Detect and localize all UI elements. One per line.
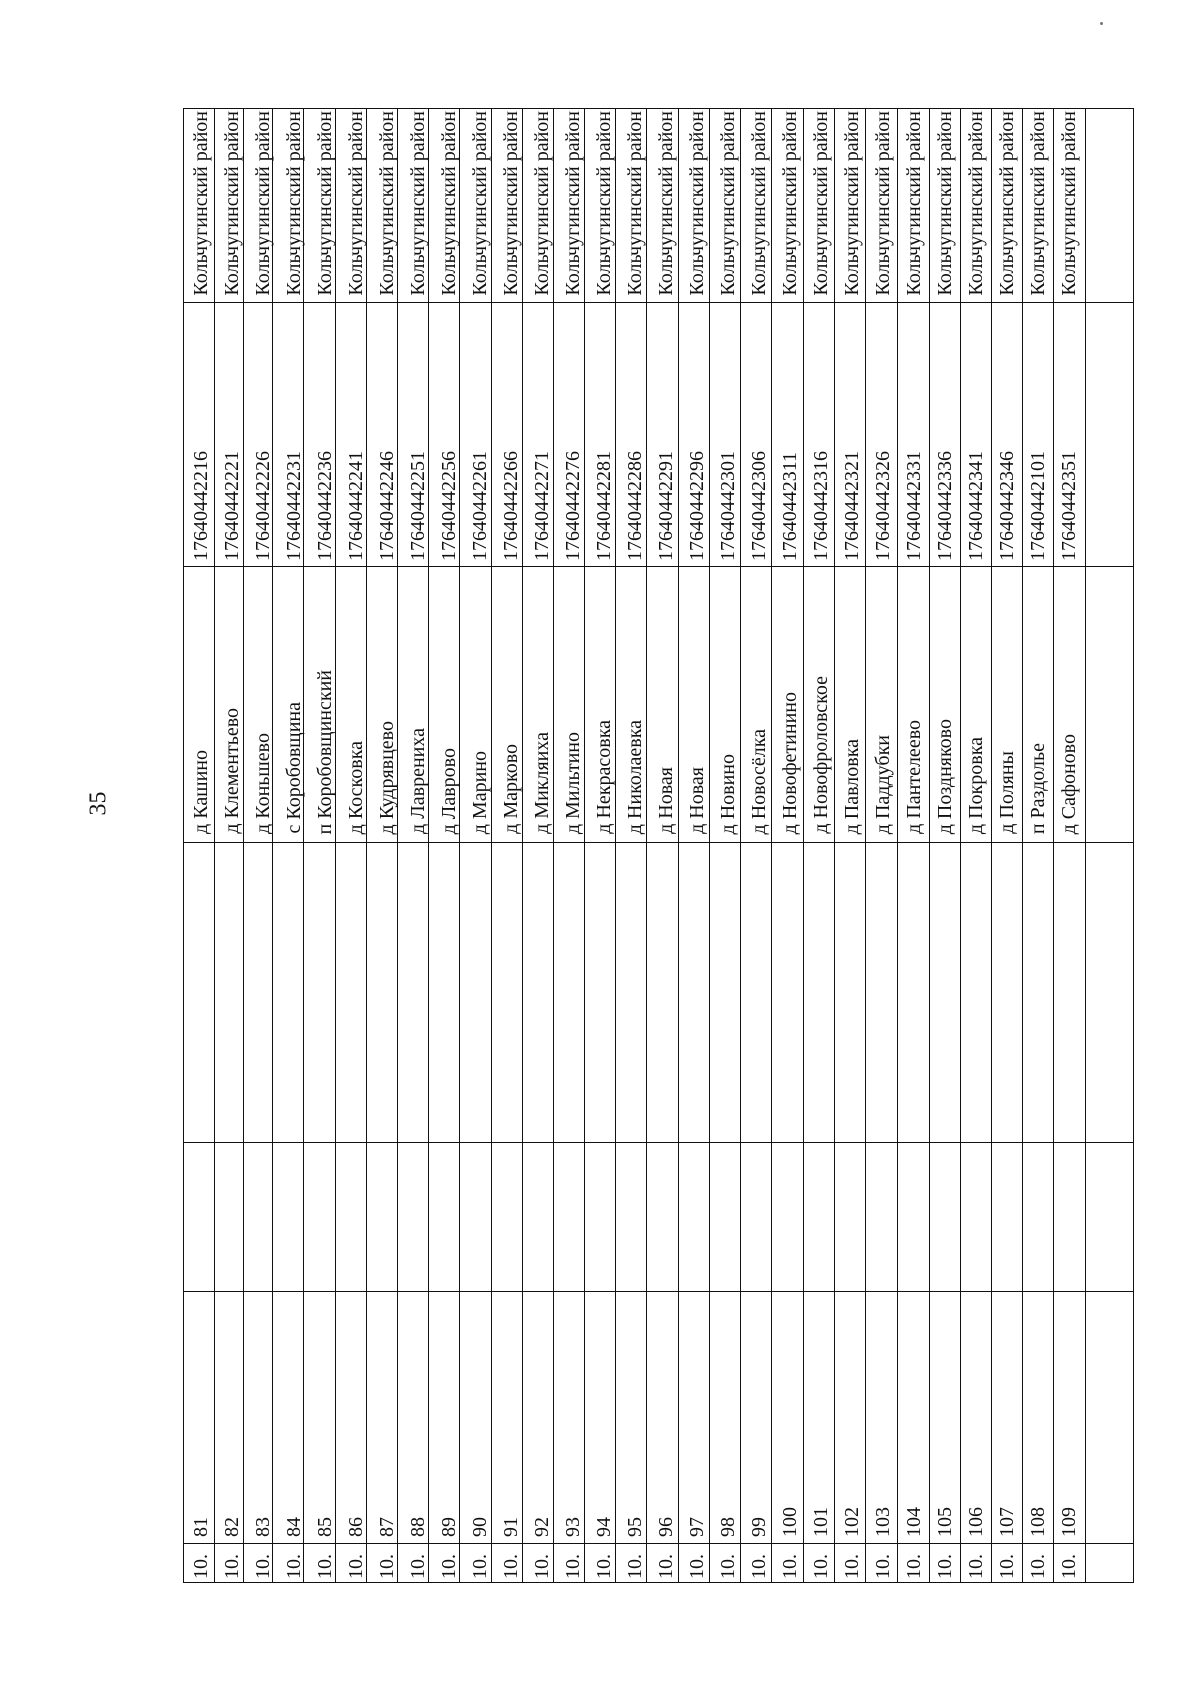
row-number-cell-text: 93	[561, 1517, 584, 1537]
row-prefix-cell	[991, 1543, 1022, 1583]
settlement-cell-text: д Кудрявцево	[375, 720, 398, 834]
row-number-cell	[278, 1291, 309, 1543]
row-number-cell-text: 86	[344, 1517, 367, 1537]
row-number-cell	[898, 1291, 929, 1543]
district-cell-text: Кольчугинский район	[282, 111, 305, 296]
row-prefix-cell-text: 10.	[964, 1554, 987, 1579]
row-number-cell	[495, 1291, 526, 1543]
district-cell-text: Кольчугинский район	[840, 111, 863, 296]
oktmo-code-cell-text: 17640442101	[1026, 451, 1049, 561]
settlement-cell	[867, 566, 898, 842]
settlement-cell-text: д Некрасовка	[592, 720, 615, 834]
row-prefix-cell-text: 10.	[561, 1554, 584, 1579]
oktmo-code-cell-text: 17640442231	[282, 451, 305, 561]
settlement-cell-text: д Новофроловское	[809, 676, 832, 834]
district-cell-text: Кольчугинский район	[406, 111, 429, 296]
row-prefix-cell-text: 10.	[1026, 1554, 1049, 1579]
settlement-cell-text: д Новосёлка	[747, 728, 770, 834]
oktmo-code-cell-text: 17640442261	[468, 451, 491, 561]
row-divider	[184, 842, 1133, 843]
oktmo-code-cell-text: 17640442346	[995, 451, 1018, 561]
settlement-cell-text: д Новая	[654, 767, 677, 834]
district-cell-text: Кольчугинский район	[964, 111, 987, 296]
settlement-cell-text: д Косковка	[344, 740, 367, 834]
district-cell	[712, 109, 743, 302]
row-prefix-cell-text: 10.	[809, 1554, 832, 1579]
row-prefix-cell	[681, 1543, 712, 1583]
row-number-cell-text: 85	[313, 1517, 336, 1537]
district-cell	[805, 109, 836, 302]
row-number-cell	[681, 1291, 712, 1543]
oktmo-code-cell-text: 17640442266	[499, 451, 522, 561]
row-prefix-cell-text: 10.	[375, 1554, 398, 1579]
row-prefix-cell	[402, 1543, 433, 1583]
row-prefix-cell	[340, 1543, 371, 1583]
oktmo-code-cell-text: 17640442336	[933, 451, 956, 561]
row-number-cell-text: 109	[1057, 1507, 1080, 1537]
row-number-cell	[557, 1291, 588, 1543]
row-number-cell-text: 101	[809, 1507, 832, 1537]
district-cell	[898, 109, 929, 302]
oktmo-code-cell	[650, 302, 681, 566]
district-cell-text: Кольчугинский район	[809, 111, 832, 296]
settlement-cell	[588, 566, 619, 842]
row-number-cell-text: 98	[716, 1517, 739, 1537]
row-number-cell-text: 100	[778, 1507, 801, 1537]
row-number-cell-text: 89	[437, 1517, 460, 1537]
oktmo-code-cell	[898, 302, 929, 566]
district-cell-text: Кольчугинский район	[499, 111, 522, 296]
oktmo-code-cell	[247, 302, 278, 566]
district-cell	[557, 109, 588, 302]
row-number-cell-text: 105	[933, 1507, 956, 1537]
district-cell	[371, 109, 402, 302]
settlement-cell	[495, 566, 526, 842]
district-cell-text: Кольчугинский район	[375, 111, 398, 296]
oktmo-code-cell	[960, 302, 991, 566]
district-cell	[278, 109, 309, 302]
row-number-cell-text: 82	[220, 1517, 243, 1537]
row-number-cell	[929, 1291, 960, 1543]
settlement-cell	[557, 566, 588, 842]
settlement-cell-text: д Поздняково	[933, 718, 956, 834]
row-prefix-cell	[526, 1543, 557, 1583]
oktmo-code-cell	[774, 302, 805, 566]
oktmo-code-cell-text: 17640442286	[623, 451, 646, 561]
district-cell	[464, 109, 495, 302]
district-cell	[185, 109, 216, 302]
settlement-cell-text: д Мильтино	[561, 731, 584, 834]
settlement-cell-text: д Микляиха	[530, 732, 553, 834]
settlement-cell-text: д Поляны	[995, 751, 1018, 834]
oktmo-code-cell	[340, 302, 371, 566]
row-prefix-cell-text: 10.	[499, 1554, 522, 1579]
settlement-cell-text: д Сафоново	[1057, 733, 1080, 834]
row-number-cell	[1053, 1291, 1084, 1543]
row-prefix-cell	[650, 1543, 681, 1583]
row-prefix-cell-text: 10.	[840, 1554, 863, 1579]
district-cell	[867, 109, 898, 302]
oktmo-code-cell	[557, 302, 588, 566]
settlement-cell-text: д Павловка	[840, 738, 863, 834]
district-cell	[247, 109, 278, 302]
row-number-cell	[960, 1291, 991, 1543]
row-prefix-cell-text: 10.	[716, 1554, 739, 1579]
settlement-cell	[433, 566, 464, 842]
settlement-cell	[216, 566, 247, 842]
settlement-cell	[371, 566, 402, 842]
oktmo-code-cell	[464, 302, 495, 566]
settlement-cell-text: д Кашино	[189, 750, 212, 834]
row-prefix-cell	[1053, 1543, 1084, 1583]
row-prefix-cell	[433, 1543, 464, 1583]
row-prefix-cell-text: 10.	[933, 1554, 956, 1579]
row-number-cell	[433, 1291, 464, 1543]
row-number-cell	[712, 1291, 743, 1543]
oktmo-code-cell	[1022, 302, 1053, 566]
row-number-cell	[743, 1291, 774, 1543]
settlement-cell-text: д Марково	[499, 744, 522, 834]
settlement-cell-text: д Пантелеево	[902, 720, 925, 834]
district-cell-text: Кольчугинский район	[468, 111, 491, 296]
oktmo-code-cell-text: 17640442291	[654, 451, 677, 561]
oktmo-code-cell-text: 17640442271	[530, 451, 553, 561]
row-divider	[184, 1142, 1133, 1143]
oktmo-code-cell-text: 17640442306	[747, 451, 770, 561]
row-number-cell	[991, 1291, 1022, 1543]
settlement-cell-text: д Марино	[468, 750, 491, 834]
row-number-cell-text: 88	[406, 1517, 429, 1537]
row-number-cell-text: 95	[623, 1517, 646, 1537]
district-cell-text: Кольчугинский район	[1057, 111, 1080, 296]
row-number-cell	[309, 1291, 340, 1543]
row-number-cell-text: 102	[840, 1507, 863, 1537]
settlement-cell	[526, 566, 557, 842]
settlement-cell	[836, 566, 867, 842]
row-prefix-cell-text: 10.	[282, 1554, 305, 1579]
settlement-cell-text: д Коньшево	[251, 733, 274, 834]
row-number-cell-text: 81	[189, 1517, 212, 1537]
district-cell	[836, 109, 867, 302]
district-cell-text: Кольчугинский район	[251, 111, 274, 296]
row-number-cell-text: 90	[468, 1517, 491, 1537]
oktmo-code-cell	[216, 302, 247, 566]
oktmo-code-cell	[1053, 302, 1084, 566]
settlement-cell	[650, 566, 681, 842]
row-number-cell-text: 99	[747, 1517, 770, 1537]
row-prefix-cell-text: 10.	[220, 1554, 243, 1579]
settlement-cell	[278, 566, 309, 842]
settlement-cell	[991, 566, 1022, 842]
row-number-cell	[588, 1291, 619, 1543]
scan-speck	[1100, 22, 1103, 25]
oktmo-code-cell	[836, 302, 867, 566]
row-number-cell-text: 91	[499, 1517, 522, 1537]
district-cell	[340, 109, 371, 302]
row-prefix-cell-text: 10.	[189, 1554, 212, 1579]
row-number-cell	[867, 1291, 898, 1543]
oktmo-code-cell	[929, 302, 960, 566]
oktmo-code-cell-text: 17640442281	[592, 451, 615, 561]
district-cell-text: Кольчугинский район	[189, 111, 212, 296]
district-cell	[619, 109, 650, 302]
row-prefix-cell	[278, 1543, 309, 1583]
settlement-cell-text: п Коробовщинский	[313, 669, 336, 834]
district-cell-text: Кольчугинский район	[747, 111, 770, 296]
oktmo-code-cell-text: 17640442341	[964, 451, 987, 561]
oktmo-code-cell-text: 17640442351	[1057, 451, 1080, 561]
row-number-cell-text: 107	[995, 1507, 1018, 1537]
district-cell-text: Кольчугинский район	[654, 111, 677, 296]
district-cell-text: Кольчугинский район	[623, 111, 646, 296]
oktmo-code-cell	[278, 302, 309, 566]
settlement-cell	[805, 566, 836, 842]
row-number-cell-text: 92	[530, 1517, 553, 1537]
district-cell	[433, 109, 464, 302]
row-prefix-cell-text: 10.	[747, 1554, 770, 1579]
row-number-cell-text: 87	[375, 1517, 398, 1537]
settlement-cell-text: д Покровка	[964, 736, 987, 834]
oktmo-code-cell	[402, 302, 433, 566]
settlement-cell	[402, 566, 433, 842]
row-prefix-cell	[247, 1543, 278, 1583]
settlement-cell-text: д Новофетинино	[778, 691, 801, 834]
row-prefix-cell	[309, 1543, 340, 1583]
row-prefix-cell-text: 10.	[251, 1554, 274, 1579]
district-cell-text: Кольчугинский район	[933, 111, 956, 296]
oktmo-code-cell-text: 17640442221	[220, 451, 243, 561]
district-cell	[774, 109, 805, 302]
settlement-cell	[309, 566, 340, 842]
oktmo-code-cell	[743, 302, 774, 566]
row-number-cell	[464, 1291, 495, 1543]
oktmo-code-cell	[588, 302, 619, 566]
row-prefix-cell-text: 10.	[871, 1554, 894, 1579]
row-prefix-cell	[371, 1543, 402, 1583]
row-number-cell	[185, 1291, 216, 1543]
district-cell-text: Кольчугинский район	[871, 111, 894, 296]
oktmo-code-cell-text: 17640442216	[189, 451, 212, 561]
oktmo-code-cell	[526, 302, 557, 566]
row-number-cell-text: 83	[251, 1517, 274, 1537]
oktmo-code-cell-text: 17640442276	[561, 451, 584, 561]
district-cell	[495, 109, 526, 302]
row-prefix-cell-text: 10.	[902, 1554, 925, 1579]
oktmo-code-cell-text: 17640442316	[809, 451, 832, 561]
settlement-cell	[247, 566, 278, 842]
row-prefix-cell	[805, 1543, 836, 1583]
district-cell-text: Кольчугинский район	[592, 111, 615, 296]
district-cell	[1022, 109, 1053, 302]
row-prefix-cell-text: 10.	[654, 1554, 677, 1579]
row-prefix-cell	[216, 1543, 247, 1583]
row-number-cell	[216, 1291, 247, 1543]
row-prefix-cell-text: 10.	[530, 1554, 553, 1579]
row-number-cell	[247, 1291, 278, 1543]
row-prefix-cell	[185, 1543, 216, 1583]
district-cell	[960, 109, 991, 302]
row-prefix-cell-text: 10.	[685, 1554, 708, 1579]
settlement-cell	[464, 566, 495, 842]
district-cell-text: Кольчугинский район	[344, 111, 367, 296]
oktmo-code-cell	[433, 302, 464, 566]
oktmo-code-cell-text: 17640442301	[716, 451, 739, 561]
row-number-cell-text: 96	[654, 1517, 677, 1537]
row-number-cell	[340, 1291, 371, 1543]
settlement-cell	[681, 566, 712, 842]
row-prefix-cell	[557, 1543, 588, 1583]
oktmo-code-cell-text: 17640442326	[871, 451, 894, 561]
district-cell-text: Кольчугинский район	[902, 111, 925, 296]
settlement-cell	[619, 566, 650, 842]
row-prefix-cell	[1022, 1543, 1053, 1583]
settlement-cell-text: д Паддубки	[871, 734, 894, 834]
settlement-cell	[1022, 566, 1053, 842]
district-cell-text: Кольчугинский район	[313, 111, 336, 296]
settlement-cell-text: д Новино	[716, 753, 739, 834]
district-cell-text: Кольчугинский район	[995, 111, 1018, 296]
row-number-cell	[371, 1291, 402, 1543]
district-cell	[991, 109, 1022, 302]
row-prefix-cell	[495, 1543, 526, 1583]
oktmo-code-cell	[681, 302, 712, 566]
row-prefix-cell	[836, 1543, 867, 1583]
row-number-cell	[836, 1291, 867, 1543]
settlement-cell-text: д Николаевка	[623, 719, 646, 834]
district-cell-text: Кольчугинский район	[437, 111, 460, 296]
district-cell	[402, 109, 433, 302]
oktmo-code-cell	[867, 302, 898, 566]
row-number-cell	[774, 1291, 805, 1543]
district-cell	[309, 109, 340, 302]
oktmo-code-cell-text: 17640442251	[406, 451, 429, 561]
district-cell	[1053, 109, 1084, 302]
district-cell	[588, 109, 619, 302]
row-number-cell-text: 106	[964, 1507, 987, 1537]
district-cell	[650, 109, 681, 302]
district-cell	[743, 109, 774, 302]
district-cell-text: Кольчугинский район	[530, 111, 553, 296]
settlement-cell	[929, 566, 960, 842]
settlement-cell-text: д Клементьево	[220, 708, 243, 834]
row-prefix-cell	[712, 1543, 743, 1583]
district-cell-text: Кольчугинский район	[1026, 111, 1049, 296]
row-number-cell-text: 103	[871, 1507, 894, 1537]
row-number-cell	[619, 1291, 650, 1543]
row-number-cell-text: 94	[592, 1517, 615, 1537]
district-cell	[681, 109, 712, 302]
settlement-cell	[898, 566, 929, 842]
row-prefix-cell	[929, 1543, 960, 1583]
settlement-cell	[743, 566, 774, 842]
row-prefix-cell-text: 10.	[468, 1554, 491, 1579]
page-number: 35	[85, 791, 112, 816]
oktmo-code-cell	[309, 302, 340, 566]
settlements-table	[183, 108, 1134, 1583]
oktmo-code-cell-text: 17640442256	[437, 451, 460, 561]
row-number-cell-text: 97	[685, 1517, 708, 1537]
row-number-cell-text: 104	[902, 1507, 925, 1537]
district-cell-text: Кольчугинский район	[685, 111, 708, 296]
settlement-cell	[185, 566, 216, 842]
oktmo-code-cell	[805, 302, 836, 566]
oktmo-code-cell-text: 17640442311	[778, 451, 801, 561]
settlement-cell	[960, 566, 991, 842]
district-cell	[929, 109, 960, 302]
settlement-cell-text: д Лаврениха	[406, 728, 429, 834]
district-cell-text: Кольчугинский район	[716, 111, 739, 296]
oktmo-code-cell	[991, 302, 1022, 566]
oktmo-code-cell	[495, 302, 526, 566]
oktmo-code-cell-text: 17640442321	[840, 451, 863, 561]
oktmo-code-cell	[185, 302, 216, 566]
row-number-cell	[1022, 1291, 1053, 1543]
oktmo-code-cell-text: 17640442226	[251, 451, 274, 561]
row-prefix-cell	[867, 1543, 898, 1583]
settlement-cell-text: п Раздолье	[1026, 742, 1049, 834]
row-number-cell	[650, 1291, 681, 1543]
row-prefix-cell-text: 10.	[344, 1554, 367, 1579]
settlement-cell	[1053, 566, 1084, 842]
row-number-cell-text: 84	[282, 1517, 305, 1537]
row-number-cell	[402, 1291, 433, 1543]
oktmo-code-cell	[371, 302, 402, 566]
row-prefix-cell	[464, 1543, 495, 1583]
column-divider	[1085, 109, 1086, 1582]
district-cell	[526, 109, 557, 302]
district-cell-text: Кольчугинский район	[220, 111, 243, 296]
row-number-cell	[526, 1291, 557, 1543]
district-cell	[216, 109, 247, 302]
settlement-cell-text: д Новая	[685, 767, 708, 834]
row-prefix-cell	[743, 1543, 774, 1583]
row-prefix-cell-text: 10.	[406, 1554, 429, 1579]
oktmo-code-cell-text: 17640442296	[685, 451, 708, 561]
row-prefix-cell-text: 10.	[592, 1554, 615, 1579]
oktmo-code-cell-text: 17640442246	[375, 451, 398, 561]
oktmo-code-cell-text: 17640442331	[902, 451, 925, 561]
oktmo-code-cell	[619, 302, 650, 566]
row-prefix-cell	[960, 1543, 991, 1583]
row-prefix-cell-text: 10.	[995, 1554, 1018, 1579]
row-prefix-cell	[898, 1543, 929, 1583]
oktmo-code-cell-text: 17640442236	[313, 451, 336, 561]
row-prefix-cell-text: 10.	[623, 1554, 646, 1579]
district-cell-text: Кольчугинский район	[778, 111, 801, 296]
row-prefix-cell-text: 10.	[1057, 1554, 1080, 1579]
row-prefix-cell-text: 10.	[313, 1554, 336, 1579]
row-prefix-cell	[774, 1543, 805, 1583]
oktmo-code-cell	[712, 302, 743, 566]
row-prefix-cell-text: 10.	[778, 1554, 801, 1579]
row-prefix-cell-text: 10.	[437, 1554, 460, 1579]
district-cell-text: Кольчугинский район	[561, 111, 584, 296]
oktmo-code-cell-text: 17640442241	[344, 451, 367, 561]
settlement-cell	[712, 566, 743, 842]
settlement-cell-text: д Лаврово	[437, 747, 460, 834]
settlement-cell	[340, 566, 371, 842]
settlement-cell	[774, 566, 805, 842]
row-number-cell	[805, 1291, 836, 1543]
row-number-cell-text: 108	[1026, 1507, 1049, 1537]
row-prefix-cell	[619, 1543, 650, 1583]
row-prefix-cell	[588, 1543, 619, 1583]
settlement-cell-text: с Коробовщина	[282, 702, 305, 834]
